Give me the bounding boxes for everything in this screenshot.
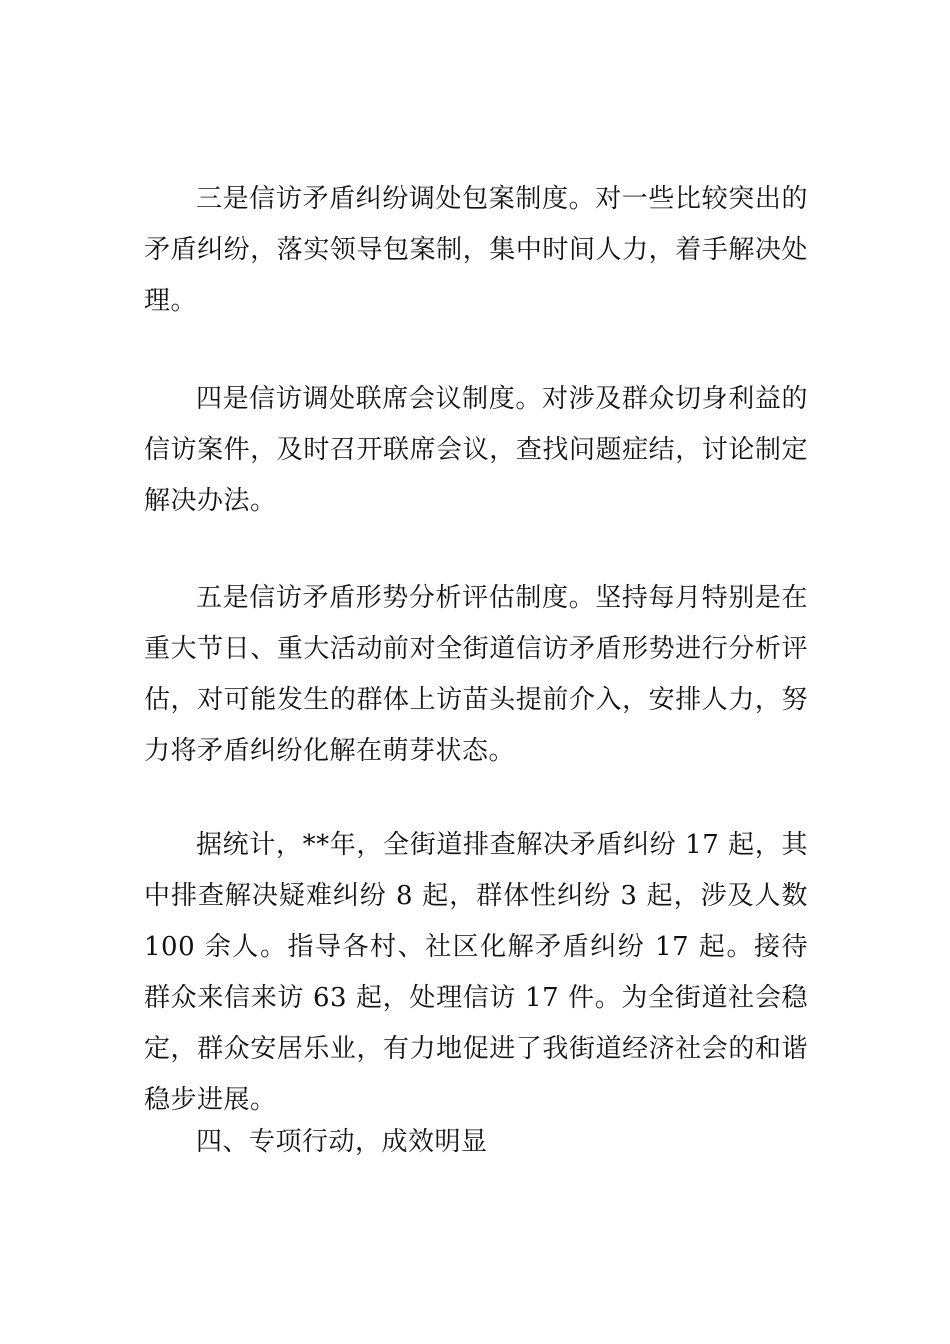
paragraph-statistics: 据统计，**年，全街道排查解决矛盾纠纷 17 起，其中排查解决疑难纠纷 8 起，群体性纠纷 3 起，涉及人数 100 余人。指导各村、社区化解矛盾纠纷 17 起。接待群众来信来访 63 起，处理信访 17 件。为全街道社会稳定，群众安居乐业，有力地促进了我街道经济社会的和谐稳步进展。 bbox=[144, 830, 808, 1115]
paragraph-joint-meeting-system: 四是信访调处联席会议制度。对涉及群众切身利益的信访案件，及时召开联席会议，查找问题症结，讨论制定解决办法。 bbox=[144, 384, 808, 516]
paragraph-case-responsibility-system: 三是信访矛盾纠纷调处包案制度。对一些比较突出的矛盾纠纷，落实领导包案制，集中时间人力，着手解决处理。 bbox=[144, 184, 808, 316]
paragraph-situation-analysis-system: 五是信访矛盾形势分析评估制度。坚持每月特别是在重大节日、重大活动前对全街道信访矛盾形势进行分析评估，对可能发生的群体上访苗头提前介入，安排人力，努力将矛盾纠纷化解在萌芽状态。 bbox=[144, 583, 808, 766]
section-heading: 四、专项行动，成效明显 bbox=[196, 1127, 488, 1157]
